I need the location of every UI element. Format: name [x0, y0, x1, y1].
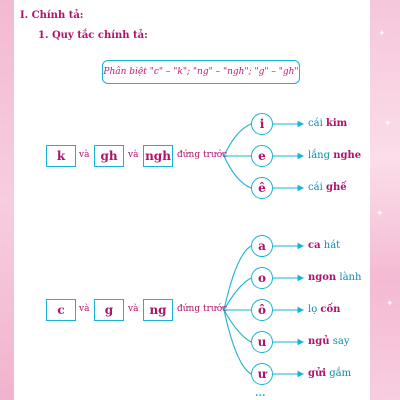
vowel-circle-o	[251, 267, 273, 289]
letter-ng: ng	[149, 303, 167, 317]
vowel-circle-u	[251, 331, 273, 353]
branch-line	[224, 246, 251, 310]
connector-word: và	[128, 150, 139, 160]
example-plain: cái	[308, 118, 326, 129]
letter-box-g	[94, 299, 124, 321]
example-plain: lắng	[308, 150, 334, 161]
sparkle-decor: ✦	[386, 299, 394, 309]
example-plain: gắm	[326, 368, 352, 379]
vowel-o: o	[257, 271, 266, 285]
connector-word: và	[128, 304, 139, 314]
subsection-title: Quy tắc chính tả:	[51, 30, 148, 41]
example-bold: cốn	[320, 304, 341, 315]
example-word	[308, 304, 340, 315]
rule2-label: đứng trước	[177, 304, 228, 314]
example-word	[308, 336, 349, 347]
example-bold: nghe	[333, 150, 362, 161]
example-plain: say	[329, 336, 350, 347]
example-word	[308, 368, 351, 379]
continuation-dots: ...	[255, 388, 266, 399]
example-bold: ca	[308, 240, 321, 251]
vowel-circle-e	[251, 145, 273, 167]
example-plain: cái	[308, 182, 326, 193]
vowel-u: u	[257, 335, 267, 349]
connector-word: và	[79, 150, 90, 160]
example-plain: lọ	[308, 304, 321, 315]
letter-k: k	[56, 149, 66, 163]
vowel-circle-a	[251, 235, 273, 257]
sparkle-decor: ✦	[384, 119, 392, 129]
branch-line	[224, 124, 251, 156]
section-number: I.	[20, 10, 29, 21]
branch-line	[224, 156, 251, 188]
branch-line	[224, 310, 251, 374]
example-bold: ngon	[308, 272, 337, 283]
vowel-i: i	[259, 117, 265, 131]
subsection-number: 1.	[38, 30, 49, 41]
example-bold: ngủ	[308, 336, 330, 347]
letter-box-ng	[143, 299, 173, 321]
vowel-circle-u-horn	[251, 363, 273, 385]
letter-g: g	[104, 303, 114, 317]
vowel-e: e	[258, 149, 266, 163]
sparkle-decor: ✦	[378, 29, 386, 39]
letter-c: c	[57, 303, 65, 317]
vowel-o-circumflex: ô	[257, 303, 266, 317]
vowel-circle-i	[251, 113, 273, 135]
vowel-circle-e-circumflex	[251, 177, 273, 199]
example-bold: kim	[325, 118, 348, 129]
letter-box-ngh	[143, 145, 173, 167]
vowel-e-circumflex: ê	[258, 181, 266, 195]
letter-box-gh	[94, 145, 124, 167]
example-bold: ghế	[325, 182, 347, 193]
letter-box-k	[46, 145, 76, 167]
example-word	[308, 182, 347, 193]
example-plain: hát	[320, 240, 341, 251]
example-bold: gửi	[308, 368, 327, 379]
example-plain: lành	[336, 272, 362, 283]
example-word	[308, 150, 361, 161]
subtitle-text: Phân biệt "c" – "k"; "ng" – "ngh"; "g" – "gh"	[103, 67, 299, 77]
section-title: Chính tả:	[31, 10, 84, 21]
vowel-circle-o-circumflex	[251, 299, 273, 321]
example-word	[308, 118, 347, 129]
example-word	[308, 272, 361, 283]
letter-gh: gh	[100, 149, 118, 163]
vowel-u-horn: ư	[257, 367, 267, 381]
connector-word: và	[79, 304, 90, 314]
rule1-label: đứng trước	[177, 150, 228, 160]
vowel-a: a	[258, 239, 266, 253]
letter-ngh: ngh	[145, 149, 171, 163]
sparkle-decor: ✦	[376, 209, 384, 219]
example-word	[308, 240, 340, 251]
letter-box-c	[46, 299, 76, 321]
